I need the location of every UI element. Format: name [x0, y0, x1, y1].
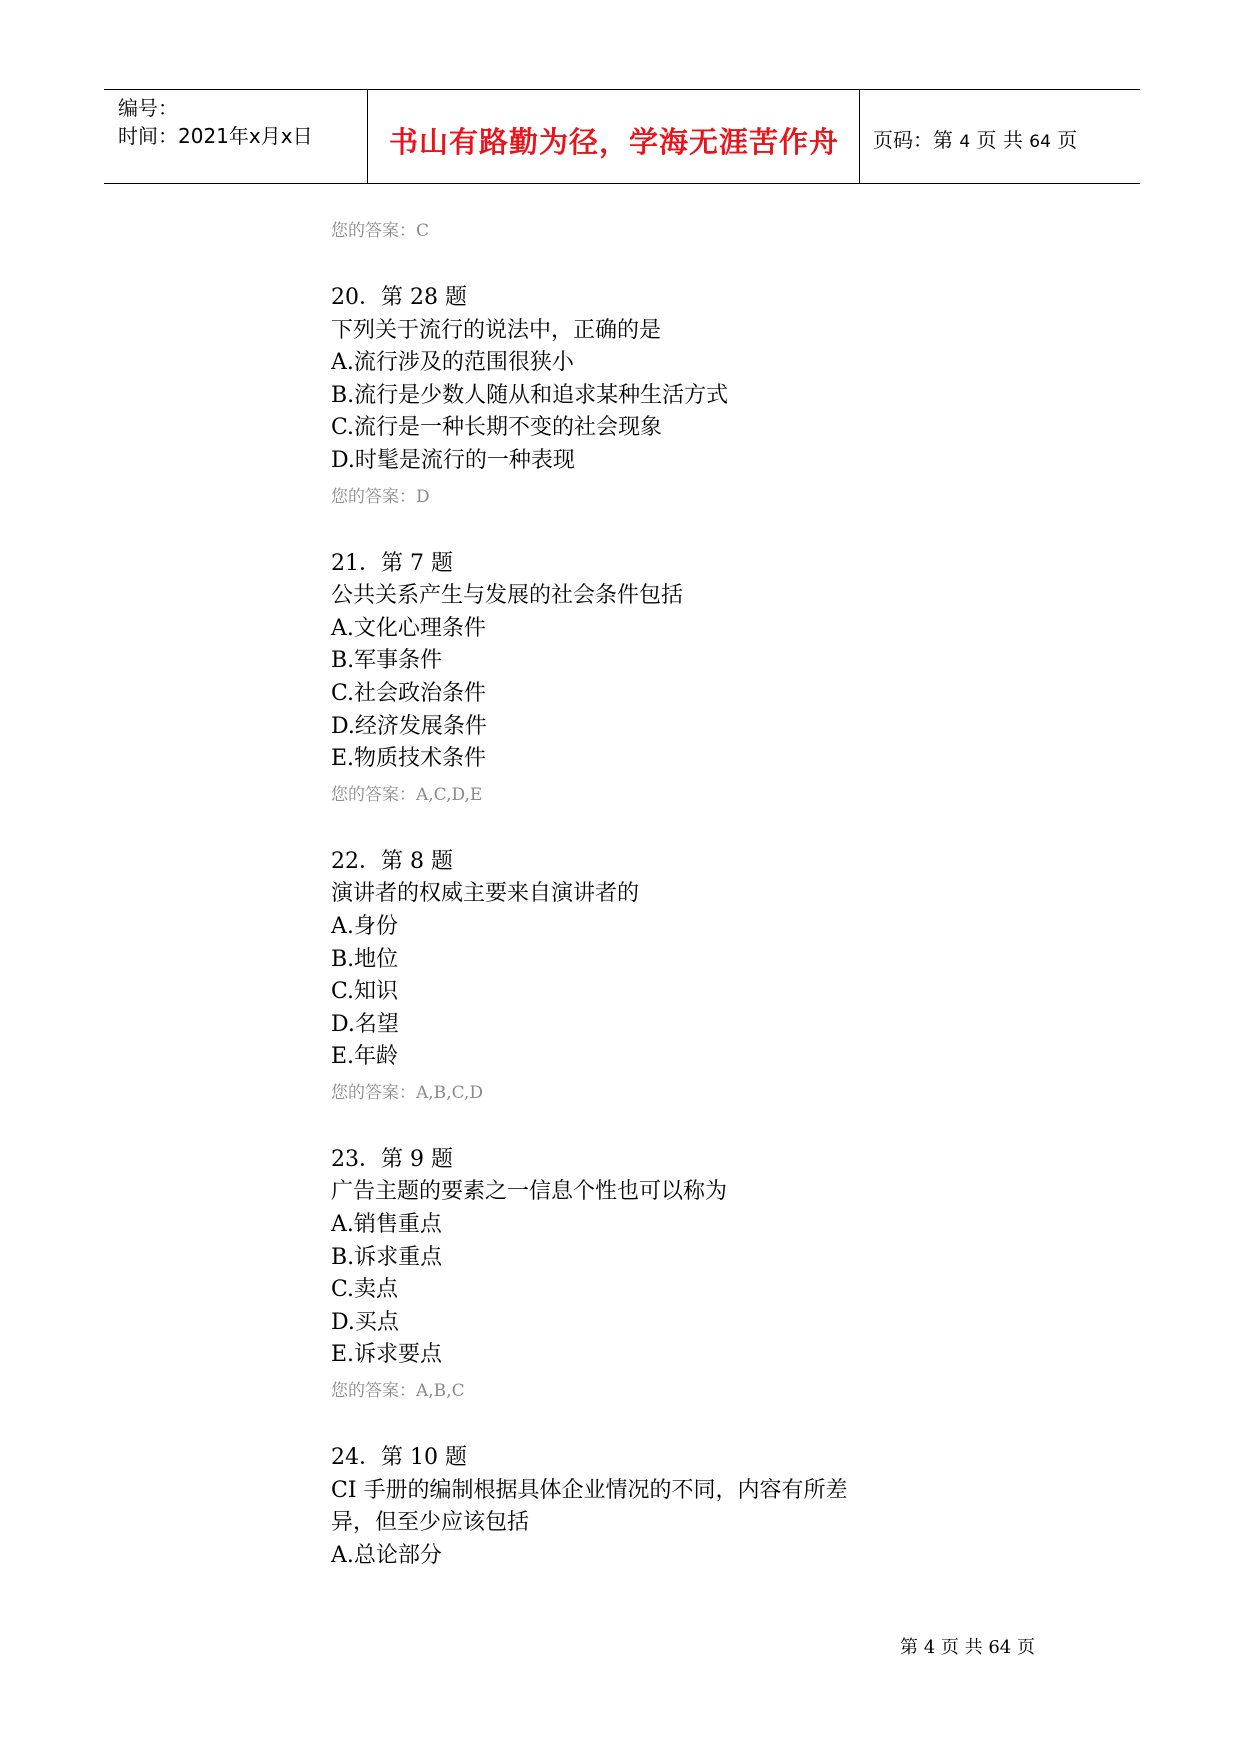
question-stem: 公共关系产生与发展的社会条件包括 — [331, 583, 684, 609]
your-answer: 您的答案：A,B,C,D — [331, 1082, 484, 1103]
page-suffix: 页 — [1057, 128, 1078, 152]
header-info-cell — [104, 90, 368, 183]
question-block — [331, 548, 1031, 846]
option: A.文化心理条件 — [331, 615, 486, 641]
header-page-cell — [861, 90, 1140, 183]
question-block — [331, 1442, 1031, 1572]
option: B.地位 — [331, 946, 399, 972]
page-prefix: 页码：第 — [873, 128, 953, 152]
option: A.流行涉及的范围很狭小 — [331, 350, 574, 376]
your-answer: 您的答案：A,B,C — [331, 1381, 465, 1402]
option: B.流行是少数人随从和追求某种生活方式 — [331, 382, 729, 408]
page-footer: 第 4 页 共 64 页 — [900, 1637, 1035, 1658]
header-motto-cell — [369, 90, 860, 183]
option: C.社会政治条件 — [331, 680, 487, 706]
your-answer: 您的答案：D — [331, 486, 430, 507]
option: B.军事条件 — [331, 648, 443, 674]
question-stem-continued: 异，但至少应该包括 — [331, 1510, 530, 1536]
option: D.时髦是流行的一种表现 — [331, 447, 575, 473]
header-page-indicator — [873, 124, 1077, 153]
option: A.销售重点 — [331, 1212, 442, 1238]
question-stem: 广告主题的要素之一信息个性也可以称为 — [331, 1179, 728, 1205]
option: D.名望 — [331, 1011, 399, 1037]
question-heading: 23．第 9 题 — [331, 1146, 453, 1172]
question-heading: 21．第 7 题 — [331, 550, 453, 576]
question-block — [331, 1144, 1031, 1442]
option: E.物质技术条件 — [331, 746, 487, 772]
question-stem: CI 手册的编制根据具体企业情况的不同，内容有所差 — [331, 1477, 848, 1503]
page-mid: 页 共 — [976, 128, 1023, 152]
question-heading: 24．第 10 题 — [331, 1445, 467, 1471]
your-answer: 您的答案：A,C,D,E — [331, 784, 483, 805]
option: D.经济发展条件 — [331, 713, 487, 739]
page-number: 4 — [959, 132, 971, 152]
question-stem: 下列关于流行的说法中，正确的是 — [331, 317, 662, 343]
option: A.身份 — [331, 913, 398, 939]
question-block — [331, 846, 1031, 1144]
option: E.诉求要点 — [331, 1342, 443, 1368]
document-date-label: 时间：2021年x月x日 — [118, 124, 313, 148]
option: C.流行是一种长期不变的社会现象 — [331, 415, 663, 441]
question-stem: 演讲者的权威主要来自演讲者的 — [331, 881, 640, 907]
previous-answer: 您的答案：C — [331, 221, 430, 241]
option: D.买点 — [331, 1309, 399, 1335]
option: E.年龄 — [331, 1044, 399, 1070]
option: C.知识 — [331, 979, 399, 1005]
page-header — [104, 89, 1140, 184]
question-block — [331, 282, 1031, 548]
option: B.诉求重点 — [331, 1244, 443, 1270]
question-heading: 22．第 8 题 — [331, 848, 453, 874]
question-heading: 20．第 28 题 — [331, 285, 467, 310]
option: A.总论部分 — [331, 1542, 442, 1568]
option: C.卖点 — [331, 1277, 399, 1303]
question-list — [331, 218, 1031, 1572]
page-total: 64 — [1029, 132, 1051, 152]
document-number-label: 编号： — [118, 96, 178, 120]
header-motto: 书山有路勤为径，学海无涯苦作舟 — [388, 125, 839, 159]
